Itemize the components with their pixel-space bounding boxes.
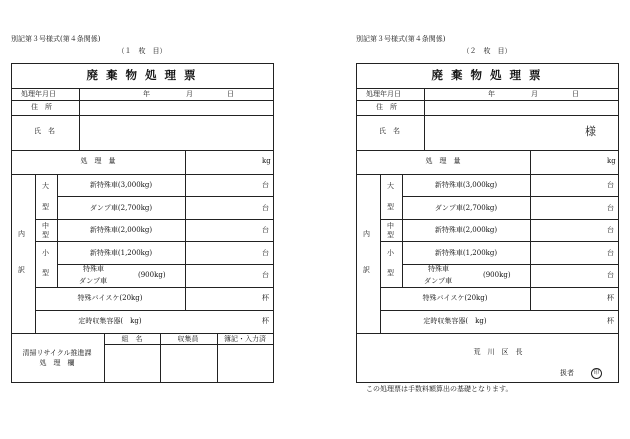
amount-label: 処 理 量	[80, 157, 116, 165]
row-label-2: ダンプ車(2,700kg)	[89, 204, 153, 212]
unit-dai-3: 台	[607, 226, 614, 234]
name-label: 氏 名	[379, 127, 400, 135]
form-title: 廃 棄 物 処 理 票	[431, 68, 543, 82]
size-medium-2: 型	[42, 231, 49, 239]
date-year-label: 年	[143, 90, 150, 98]
row-label-4: 新特殊車(1,200kg)	[434, 249, 498, 257]
unit-dai-1: 台	[262, 181, 269, 189]
form-header-label: 別記第３号様式(第４条関係)	[11, 35, 101, 43]
unit-dai-1: 台	[607, 181, 614, 189]
size-small-2: 型	[42, 269, 49, 277]
date-month-label: 月	[186, 90, 193, 98]
unit-hai-7: 杯	[262, 317, 269, 325]
size-large-2: 型	[387, 203, 394, 211]
size-large-1: 大	[387, 182, 394, 190]
row-label-5b: ダンプ車	[424, 277, 453, 285]
footer-note: この処理票は手数料額算出の基礎となります。	[366, 385, 513, 393]
unit-hai-7: 杯	[607, 317, 614, 325]
date-label: 処理年月日	[366, 90, 401, 98]
size-medium-2: 型	[387, 231, 394, 239]
date-label: 処理年月日	[21, 90, 56, 98]
address-label: 住 所	[376, 103, 397, 111]
row-label-3: 新特殊車(2,000kg)	[434, 226, 498, 234]
size-large-1: 大	[42, 182, 49, 190]
row-label-2: ダンプ車(2,700kg)	[434, 204, 498, 212]
wake-label: 訳	[18, 266, 25, 274]
size-large-2: 型	[42, 203, 49, 211]
col-entry: 簿記・入力済	[224, 335, 266, 343]
handler-label: 扱者	[560, 369, 574, 377]
row-label-6: 特殊バイスケ(20kg)	[77, 294, 143, 302]
row-label-3: 新特殊車(2,000kg)	[89, 226, 153, 234]
unit-dai-5: 台	[607, 271, 614, 279]
row-label-5b: ダンプ車	[79, 277, 108, 285]
unit-dai-2: 台	[607, 204, 614, 212]
office-label-1: 清掃リサイクル推進課	[22, 349, 92, 357]
uchi-label: 内	[18, 230, 25, 238]
form-header-label: 別記第３号様式(第４条関係)	[356, 35, 446, 43]
col-kumi: 組 名	[121, 335, 143, 343]
name-label: 氏 名	[34, 127, 55, 135]
uchi-label: 内	[363, 230, 370, 238]
form-frame	[356, 63, 619, 383]
row-label-1: 新特殊車(3,000kg)	[89, 181, 153, 189]
row-label-5a: 特殊車	[83, 265, 104, 273]
row-label-1: 新特殊車(3,000kg)	[434, 181, 498, 189]
size-small-2: 型	[387, 269, 394, 277]
row-label-4: 新特殊車(1,200kg)	[89, 249, 153, 257]
date-month-label: 月	[531, 90, 538, 98]
address-label: 住 所	[31, 103, 52, 111]
wake-label: 訳	[363, 266, 370, 274]
unit-dai-5: 台	[262, 271, 269, 279]
form-title: 廃 棄 物 処 理 票	[86, 68, 198, 82]
amount-unit: kg	[262, 157, 271, 165]
size-small-1: 小	[42, 249, 49, 257]
honorific-sama: 様	[585, 125, 596, 138]
row-label-7: 定時収集容器( kg)	[423, 317, 487, 325]
unit-dai-2: 台	[262, 204, 269, 212]
date-day-label: 日	[572, 90, 579, 98]
row-label-5c: (900kg)	[138, 271, 166, 279]
date-day-label: 日	[227, 90, 234, 98]
sheet-number: （１ 枚 目）	[117, 47, 167, 55]
amount-unit: kg	[607, 157, 616, 165]
row-label-7: 定時収集容器( kg)	[78, 317, 142, 325]
size-medium-1: 中	[387, 222, 394, 230]
date-year-label: 年	[488, 90, 495, 98]
amount-label: 処 理 量	[425, 157, 461, 165]
unit-dai-4: 台	[262, 249, 269, 257]
row-label-6: 特殊バイスケ(20kg)	[422, 294, 488, 302]
row-label-5a: 特殊車	[428, 265, 449, 273]
unit-dai-4: 台	[607, 249, 614, 257]
unit-hai-6: 杯	[262, 294, 269, 302]
unit-dai-3: 台	[262, 226, 269, 234]
unit-hai-6: 杯	[607, 294, 614, 302]
seal-icon: 印	[591, 368, 602, 379]
row-label-5c: (900kg)	[483, 271, 511, 279]
mayor-label: 荒 川 区 長	[473, 348, 523, 356]
office-label-2: 処 理 欄	[39, 359, 75, 367]
size-small-1: 小	[387, 249, 394, 257]
size-medium-1: 中	[42, 222, 49, 230]
sheet-number: （２ 枚 目）	[462, 47, 512, 55]
col-collector: 収集員	[177, 335, 199, 343]
